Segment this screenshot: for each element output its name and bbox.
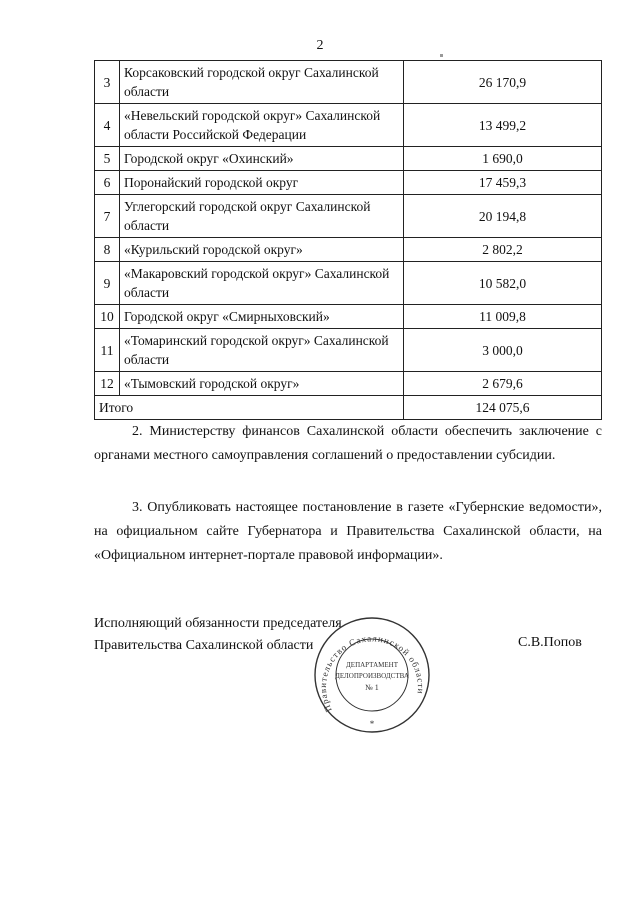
stamp-star-icon: * — [369, 719, 375, 729]
row-number: 10 — [95, 305, 120, 329]
table-row — [95, 238, 602, 262]
row-number: 12 — [95, 372, 120, 396]
subsidy-amount: 10 582,0 — [404, 262, 602, 305]
total-amount: 124 075,6 — [404, 396, 602, 420]
table-row — [95, 195, 602, 238]
row-number: 4 — [95, 104, 120, 147]
paragraph-3: 3. Опубликовать настоящее постановление в газете «Губернские ведомости», на официальном сайте Губернатора и Правительства Сахалинской области, на «Официальном интернет-портале правовой информации». — [94, 500, 602, 563]
subsidy-amount: 2 679,6 — [404, 372, 602, 396]
subsidy-amount: 11 009,8 — [404, 305, 602, 329]
table-row — [95, 171, 602, 195]
municipality-name: Городской округ «Смирныховский» — [120, 305, 404, 329]
stamp-line-2: ДЕЛОПРОИЗВОДСТВА — [335, 672, 409, 680]
municipality-name: «Томаринский городской округ» Сахалинской области — [120, 329, 404, 372]
subsidy-table — [94, 60, 602, 420]
table-row — [95, 147, 602, 171]
municipality-name: «Макаровский городской округ» Сахалинской области — [120, 262, 404, 305]
stamp-line-3: № 1 — [365, 683, 379, 692]
table-row — [95, 329, 602, 372]
table-row — [95, 305, 602, 329]
total-label: Итого — [95, 396, 404, 420]
subsidy-amount: 17 459,3 — [404, 171, 602, 195]
signature-title-line2: Правительства Сахалинской области — [94, 638, 314, 653]
subsidy-amount: 20 194,8 — [404, 195, 602, 238]
official-stamp — [312, 615, 432, 735]
municipality-name: Поронайский городской округ — [120, 171, 404, 195]
subsidy-table-body — [95, 61, 602, 420]
municipality-name: «Невельский городской округ» Сахалинской области Российской Федерации — [120, 104, 404, 147]
table-row — [95, 372, 602, 396]
table-row — [95, 104, 602, 147]
table-row — [95, 262, 602, 305]
paragraph-2: 2. Министерству финансов Сахалинской области обеспечить заключение с органами местного самоуправления соглашений о предоставлении субсидии. — [94, 424, 602, 463]
table-total-row — [95, 396, 602, 420]
signature-title-line1: Исполняющий обязанности председателя — [94, 616, 342, 631]
page-number: 2 — [316, 38, 324, 53]
row-number: 7 — [95, 195, 120, 238]
row-number: 5 — [95, 147, 120, 171]
municipality-name: Углегорский городской округ Сахалинской области — [120, 195, 404, 238]
row-number: 8 — [95, 238, 120, 262]
subsidy-amount: 13 499,2 — [404, 104, 602, 147]
scan-speck — [440, 54, 443, 57]
signer-name: С.В.Попов — [518, 635, 582, 650]
municipality-name: Городской округ «Охинский» — [120, 147, 404, 171]
row-number: 11 — [95, 329, 120, 372]
subsidy-amount: 3 000,0 — [404, 329, 602, 372]
row-number: 3 — [95, 61, 120, 104]
municipality-name: «Курильский городской округ» — [120, 238, 404, 262]
table-row — [95, 61, 602, 104]
signature-block — [94, 613, 342, 657]
subsidy-amount: 2 802,2 — [404, 238, 602, 262]
subsidy-amount: 1 690,0 — [404, 147, 602, 171]
municipality-name: «Тымовский городской округ» — [120, 372, 404, 396]
row-number: 9 — [95, 262, 120, 305]
stamp-line-1: ДЕПАРТАМЕНТ — [346, 661, 398, 669]
row-number: 6 — [95, 171, 120, 195]
municipality-name: Корсаковский городской округ Сахалинской области — [120, 61, 404, 104]
subsidy-amount: 26 170,9 — [404, 61, 602, 104]
stamp-outer-text: Правительство Сахалинской области — [317, 633, 427, 714]
